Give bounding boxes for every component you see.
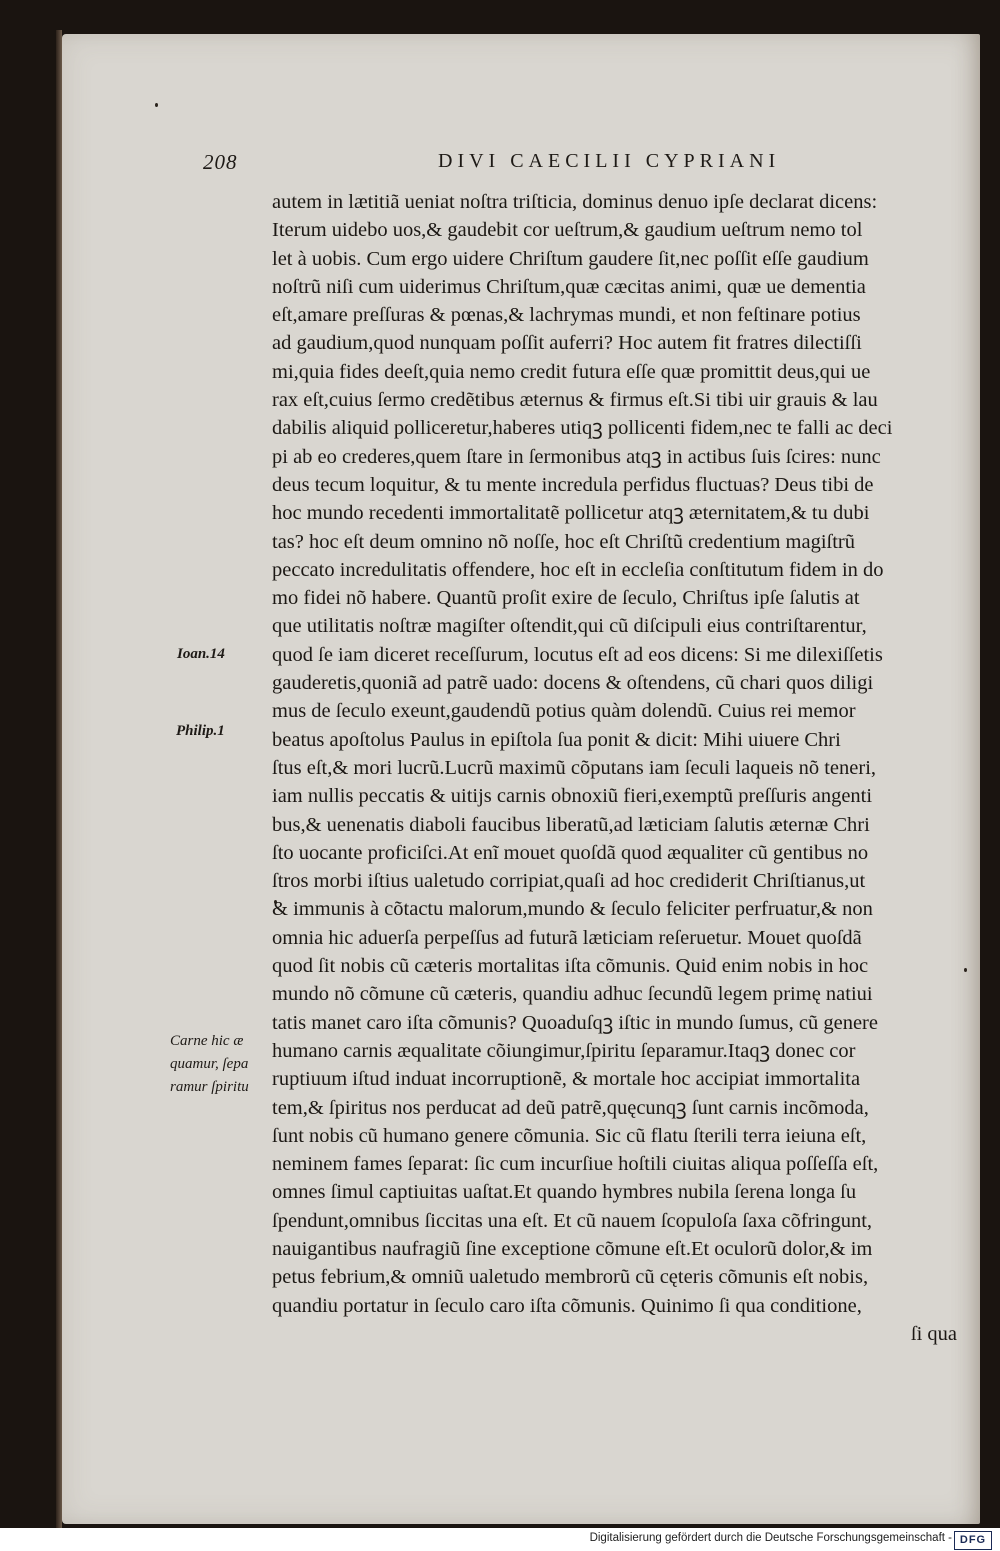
text-line: & immunis à cõtactu malorum,mundo & ſeculo feliciter perfruatur,& non (272, 898, 873, 921)
text-line: Iterum uidebo uos,& gaudebit cor ueſtrum,& gaudium ueſtrum nemo tol (272, 219, 863, 242)
marginal-note-philip: Philip.1 (176, 723, 225, 739)
text-line: mundo nõ cõmune cũ cæteris, quandiu adhuc ſecundũ legem primę natiui (272, 983, 873, 1006)
text-line: mus de ſeculo exeunt,gaudendũ potius quàm dolendũ. Cuius rei memor (272, 700, 856, 723)
text-line: humano carnis æqualitate cõiungimur,ſpiritu ſeparamur.Itaqꝫ donec cor (272, 1039, 856, 1062)
text-line: omnia hic aduerſa perpeſſus ad futurã læticiam reſeruetur. Mouet quoſdã (272, 926, 862, 949)
marginal-note-carne (170, 1030, 249, 1099)
text-line: ſto uocante proficiſci.At enĩ mouet quoſdã quod æqualiter cũ gentibus no (272, 841, 869, 864)
digitization-footer (0, 1528, 1000, 1551)
text-line: ad gaudium,quod nunquam poſſit auferri? Hoc autem fit fratres dilectiſſi (272, 332, 862, 355)
text-line: noſtrũ niſi cum uiderimus Chriſtum,quæ cæcitas animi, quæ ue dementia (272, 275, 866, 298)
text-line: quod ſit nobis cũ cæteris mortalitas iſta cõmunis. Quid enim nobis in hoc (272, 955, 869, 978)
text-line: eſt,amare preſſuras & pœnas,& lachrymas mundi, et non feſtinare potius (272, 304, 861, 327)
text-line: beatus apoſtolus Paulus in epiſtola ſua ponit & dicit: Mihi uiuere Chri (272, 728, 841, 751)
marginal-note-line: Carne hic æ (170, 1033, 244, 1049)
text-line: neminem fames ſeparat: ſic cum incurſiue hoſtili ciuitas aliqua poſſeſſa eſt, (272, 1153, 879, 1176)
text-line: ſpendunt,omnibus ſiccitas una eſt. Et cũ nauem ſcopuloſa ſaxa cõfringunt, (272, 1209, 873, 1232)
text-line: quandiu portatur in ſeculo caro iſta cõmunis. Quinimo ſi qua conditione, (272, 1294, 862, 1317)
footer-credit: Digitalisierung gefördert durch die Deutsche Forschungsgemeinschaft - (589, 1532, 952, 1544)
text-line: petus febrium,& omniũ ualetudo membrorũ cũ cęteris cõmunis eſt nobis, (272, 1266, 869, 1289)
text-line: nauigantibus naufragiũ ſine exceptione cõmune eſt.Et oculorũ dolor,& im (272, 1237, 873, 1260)
text-line: quod ſe iam diceret receſſurum, locutus eſt ad eos dicens: Si me dilexiſſetis (272, 643, 883, 666)
text-line: dabilis aliquid polliceretur,haberes utiqꝫ pollicenti fidem,nec te falli ac deci (272, 417, 893, 440)
text-line: deus tecum loquitur, & tu mente incredula perfidus fluctuas? Deus tibi de (272, 473, 874, 496)
dfg-logo-icon: DFG (954, 1531, 992, 1550)
text-line: hoc mundo recedenti immortalitatẽ pollicetur atqꝫ æternitatem,& tu dubi (272, 502, 870, 525)
text-line: tatis manet caro iſta cõmunis? Quoaduſqꝫ iſtic in mundo ſumus, cũ genere (272, 1011, 878, 1034)
text-line: ſunt nobis cũ humano genere cõmunia. Sic cũ flatu ſterili terra ieiuna eſt, (272, 1124, 867, 1147)
marginal-note-line: ramur ſpiritu (170, 1079, 249, 1095)
text-line: iam nullis peccatis & uitijs carnis obnoxiũ fieri,exemptũ preſſuris angenti (272, 785, 873, 808)
ink-speck (155, 103, 158, 107)
text-line: pi ab eo crederes,quem ſtare in ſermonibus atqꝫ in actibus ſuis ſcires: nunc (272, 445, 881, 468)
page-number: 208 (203, 150, 238, 174)
text-line: tas? hoc eſt deum omnino nõ noſſe, hoc eſt Chriſtũ credentium magiſtrũ (272, 530, 855, 553)
text-line: gauderetis,quoniã ad patrẽ uado: docens & oſtendens, cũ chari quos diligi (272, 672, 874, 695)
text-line: mi,quia fides deeſt,quia nemo credit futura eſſe quæ promittit deus,qui ue (272, 360, 871, 383)
text-line: ſtus eſt,& mori lucrũ.Lucrũ maximũ cõputans iam ſeculi laqueis nõ teneri, (272, 756, 877, 779)
text-line: omnes ſimul captiuitas uaſtat.Et quando hymbres nubila ſerena longa ſu (272, 1181, 857, 1204)
main-text-block (272, 188, 957, 1348)
text-line: ruptiuum iſtud induat incorruptionẽ, & mortale hoc accipiat immortalita (272, 1068, 861, 1091)
catchword: ſi qua (910, 1322, 957, 1345)
text-line: tem,& ſpiritus nos perducat ad deũ patrẽ,quęcunqꝫ ſunt carnis incõmoda, (272, 1096, 869, 1119)
text-line: peccato incredulitatis offendere, hoc eſt in eccleſia conſtitutum fidem in do (272, 558, 884, 581)
text-line: autem in lætitiã ueniat noſtra triſticia, dominus denuo ipſe declarat dicens: (272, 191, 878, 213)
text-line: que utilitatis noſtræ magiſter oſtendit,qui cũ diſcipuli eius contriſtarentur, (272, 615, 867, 638)
text-line: mo fidei nõ habere. Quantũ proſit exire de ſeculo, Chriſtus ipſe ſalutis at (272, 587, 860, 610)
page-header (203, 150, 955, 180)
running-head: DIVI CAECILII CYPRIANI (438, 150, 781, 172)
marginal-note-ioan: Ioan.14 (177, 646, 225, 662)
ink-speck (964, 968, 967, 972)
text-line: bus,& uenenatis diaboli faucibus liberatũ,ad læticiam ſalutis æternæ Chri (272, 813, 870, 836)
marginal-note-line: quamur, ſepa (170, 1056, 249, 1072)
text-line: let à uobis. Cum ergo uidere Chriſtum gaudere ſit,nec poſſit eſſe gaudium (272, 247, 869, 270)
text-line: ſtros morbi iſtius ualetudo corripiat,quaſi ad hoc crediderit Chriſtianus,ut (272, 870, 866, 893)
text-line: rax eſt,cuius ſermo credẽtibus æternus & firmus eſt.Si tibi uir grauis & lau (272, 389, 878, 412)
